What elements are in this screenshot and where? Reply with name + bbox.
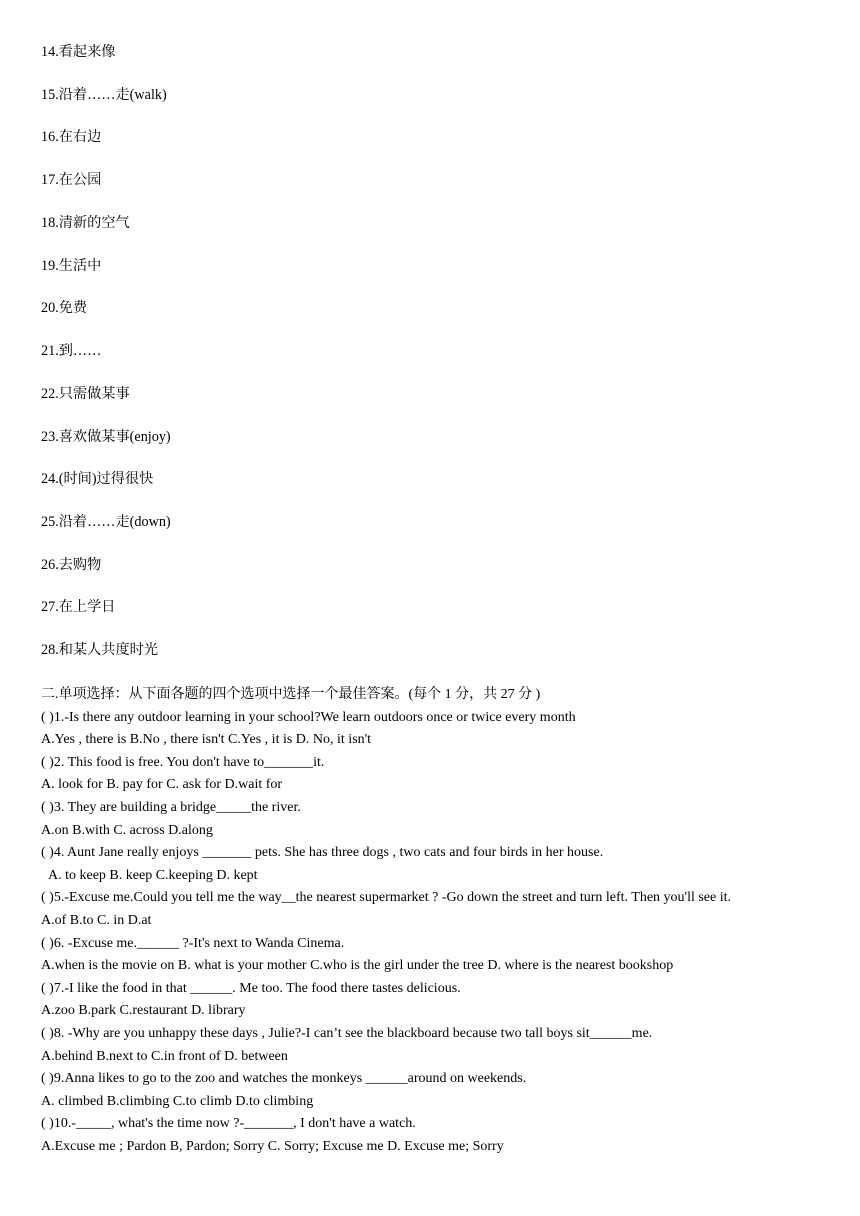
question-options: A.Excuse me ; Pardon B, Pardon; Sorry C. Sorry; Excuse me D. Excuse me; Sorry bbox=[41, 1138, 504, 1154]
question-item bbox=[41, 1068, 841, 1113]
question-stem: ( )8. -Why are you unhappy these days , Julie?-I can’t see the blackboard because two tall boys sit______me. bbox=[41, 1025, 653, 1041]
question-item bbox=[41, 842, 841, 887]
vocab-item: 28.和某人共度时光 bbox=[41, 642, 159, 658]
vocab-item: 24.(时间)过得很快 bbox=[41, 471, 154, 487]
vocab-item: 20.免费 bbox=[41, 300, 88, 316]
question-stem: ( )1.-Is there any outdoor learning in your school?We learn outdoors once or twice every month bbox=[41, 709, 576, 725]
question-stem: ( )4. Aunt Jane really enjoys _______ pets. She has three dogs , two cats and four birds in her house. bbox=[41, 845, 604, 861]
vocab-item: 15.沿着……走(walk) bbox=[41, 87, 167, 103]
multiple-choice-section bbox=[41, 684, 841, 1158]
question-options: A. look for B. pay for C. ask for D.wait for bbox=[41, 777, 283, 793]
vocab-item: 19.生活中 bbox=[41, 258, 102, 274]
question-stem: ( )6. -Excuse me.______ ?-It's next to Wanda Cinema. bbox=[41, 935, 345, 951]
question-stem: ( )7.-I like the food in that ______. Me too. The food there tastes delicious. bbox=[41, 980, 461, 996]
question-options: A. to keep B. keep C.keeping D. kept bbox=[48, 867, 258, 883]
question-options: A.of B.to C. in D.at bbox=[41, 912, 152, 928]
vocab-item: 14.看起来像 bbox=[41, 44, 116, 60]
question-stem: ( )9.Anna likes to go to the zoo and watches the monkeys ______around on weekends. bbox=[41, 1071, 527, 1087]
question-item bbox=[41, 752, 841, 797]
question-options: A.zoo B.park C.restaurant D. library bbox=[41, 1003, 246, 1019]
question-item bbox=[41, 797, 841, 842]
question-item bbox=[41, 978, 841, 1023]
vocab-item: 23.喜欢做某事(enjoy) bbox=[41, 429, 171, 445]
section-heading: 二.单项选择：从下面各题的四个选项中选择一个最佳答案。(每个 1 分，共 27 分 ) bbox=[41, 687, 541, 702]
question-options: A.behind B.next to C.in front of D. between bbox=[41, 1048, 288, 1064]
question-stem: ( )2. This food is free. You don't have to_______it. bbox=[41, 754, 325, 770]
vocab-item: 25.沿着……走(down) bbox=[41, 514, 171, 530]
vocab-item: 27.在上学日 bbox=[41, 599, 116, 615]
question-options: A. climbed B.climbing C.to climb D.to climbing bbox=[41, 1093, 314, 1109]
question-item bbox=[41, 933, 841, 978]
question-stem: ( )3. They are building a bridge_____the river. bbox=[41, 799, 301, 815]
question-stem: ( )5.-Excuse me.Could you tell me the way__the nearest supermarket ? -Go down the street and turn left. Then you'll see it. bbox=[41, 890, 732, 906]
question-stem: ( )10.-_____, what's the time now ?-_______, I don't have a watch. bbox=[41, 1116, 416, 1132]
question-item bbox=[41, 1023, 841, 1068]
vocab-item: 26.去购物 bbox=[41, 557, 102, 573]
question-item bbox=[41, 707, 841, 752]
vocab-item: 17.在公园 bbox=[41, 172, 102, 188]
question-options: A.Yes , there is B.No , there isn't C.Yes , it is D. No, it isn't bbox=[41, 732, 372, 748]
question-options: A.when is the movie on B. what is your mother C.who is the girl under the tree D. where is the nearest bookshop bbox=[41, 958, 674, 974]
vocab-item: 22.只需做某事 bbox=[41, 386, 130, 402]
vocab-item: 18.清新的空气 bbox=[41, 215, 130, 231]
vocab-item: 16.在右边 bbox=[41, 129, 102, 145]
question-options: A.on B.with C. across D.along bbox=[41, 822, 213, 838]
vocab-item: 21.到…… bbox=[41, 343, 102, 359]
question-item bbox=[41, 887, 841, 932]
question-item bbox=[41, 1113, 841, 1158]
